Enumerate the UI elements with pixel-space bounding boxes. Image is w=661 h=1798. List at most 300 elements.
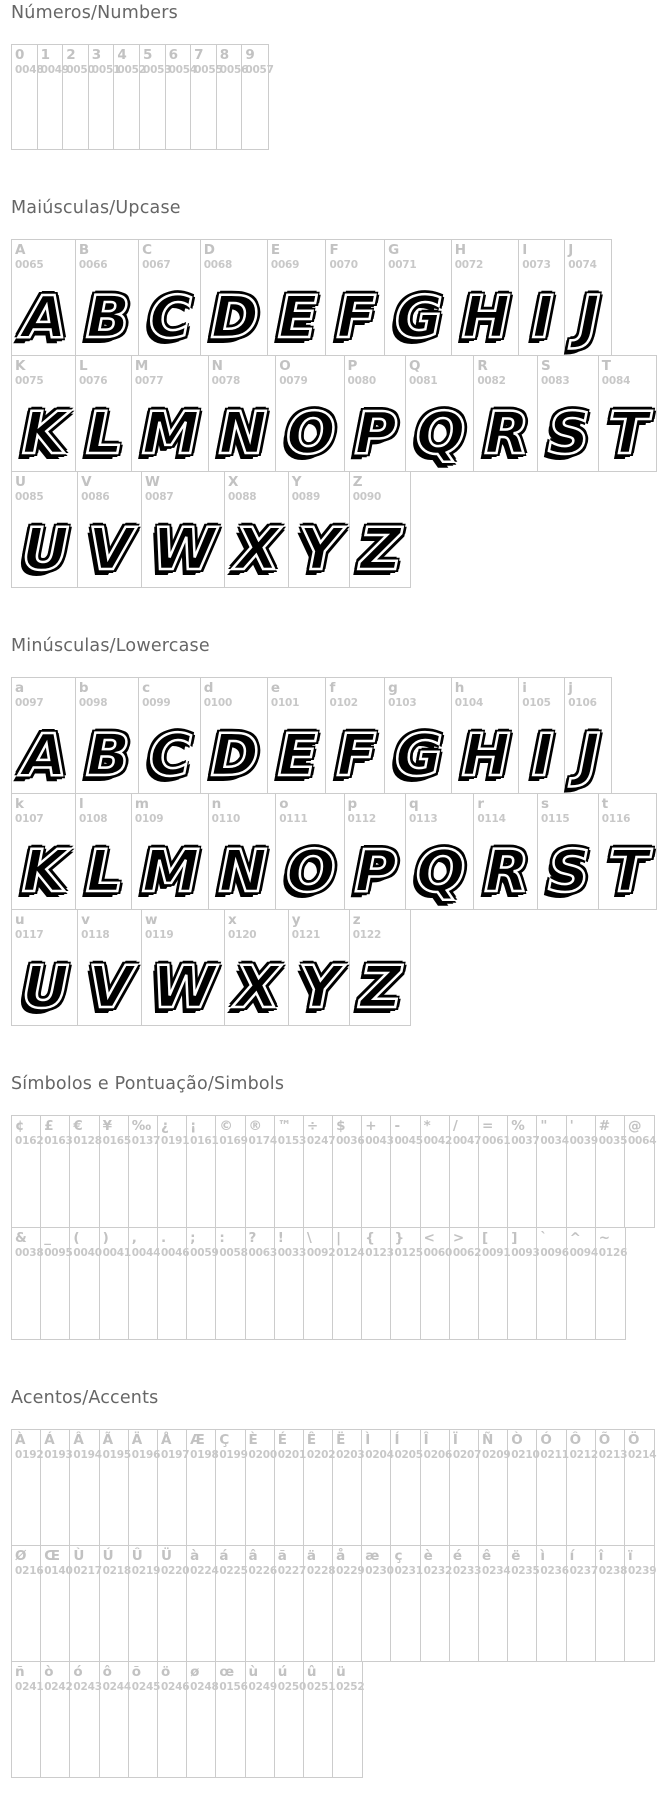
char-code: 0038 [15,1247,44,1259]
char-cell [70,1546,102,1661]
char-code: 0057 [245,64,274,76]
char-cell [450,1430,482,1545]
char-label: ] [511,1230,518,1246]
char-code: 0120 [227,929,257,941]
char-glyph: F [336,721,377,789]
charmap-section-lowercase [11,636,661,1026]
char-code: 0082 [477,375,506,387]
char-label: 1 [40,47,50,63]
char-glyph: N [218,837,268,905]
char-code: 0122 [352,929,382,941]
char-label: ã [277,1548,287,1564]
char-label: j [568,680,573,696]
char-code: 0203 [336,1449,365,1461]
char-cell [187,1662,219,1777]
char-label: â [248,1548,258,1564]
char-code: 0045 [394,1135,423,1147]
char-cell [158,1116,190,1227]
char-code: 0060 [423,1247,453,1259]
char-cell [276,794,344,909]
char-label: t [601,796,609,812]
char-cell [385,240,452,355]
char-cell [362,1228,394,1339]
char-code: 0100 [203,697,233,709]
char-label: å [336,1548,346,1564]
char-code: 0225 [219,1565,248,1577]
char-label: | [336,1230,341,1246]
char-label: O [279,358,291,374]
char-label: Ó [540,1432,552,1448]
charmap-row [11,677,612,794]
char-glyph: U [22,953,70,1021]
char-label: È [248,1432,258,1448]
char-label: , [131,1230,137,1246]
char-code: 0076 [78,375,108,387]
char-cell [537,1546,569,1661]
char-label: - [394,1118,401,1134]
char-label: ú [277,1664,288,1680]
char-code: 0174 [248,1135,277,1147]
char-label: F [329,242,339,258]
char-label: p [347,796,358,812]
char-label: e [270,680,280,696]
char-glyph: W [152,953,216,1021]
char-glyph: A [22,721,67,789]
char-label: H [454,242,467,258]
char-code: 0109 [134,813,164,825]
char-code: 0094 [569,1247,598,1259]
char-label: ó [73,1664,83,1680]
char-label: ' [569,1118,574,1134]
char-glyph: M [141,837,200,905]
char-code: 0080 [347,375,376,387]
char-label: P [347,358,358,374]
charmap-row [11,1661,363,1778]
char-label: Ö [627,1432,640,1448]
char-code: 0103 [388,697,417,709]
char-label: L [78,358,88,374]
char-code: 0207 [452,1449,482,1461]
char-code: 0091 [482,1247,511,1259]
char-cell [12,1116,44,1227]
char-cell [289,910,350,1025]
char-glyph: Y [298,953,341,1021]
char-code: 0212 [569,1449,598,1461]
char-code: 0210 [511,1449,540,1461]
char-cell [421,1228,453,1339]
char-cell [100,1430,129,1545]
char-code: 0064 [627,1135,657,1147]
char-code: 0211 [540,1449,569,1461]
char-label: € [73,1118,83,1134]
char-code: 0244 [102,1681,131,1693]
char-glyph: S [548,399,590,467]
charmap-row [11,909,411,1026]
char-code: 0121 [291,929,321,941]
char-code: 0104 [454,697,484,709]
char-cell [100,1662,129,1777]
char-label: > [452,1230,465,1246]
char-cell [12,1546,44,1661]
char-code: 0217 [73,1565,102,1577]
char-label: ™ [277,1118,292,1134]
char-label: à [190,1548,200,1564]
char-glyph: R [484,399,529,467]
char-code: 0059 [190,1247,219,1259]
char-label: é [452,1548,462,1564]
char-cell [142,472,225,587]
char-cell [100,1546,129,1661]
char-code: 0239 [627,1565,657,1577]
char-label: # [598,1118,611,1134]
char-code: 0216 [15,1565,44,1577]
char-code: 0248 [190,1681,219,1693]
char-label: 9 [245,47,255,63]
char-code: 0246 [160,1681,190,1693]
char-code: 0033 [277,1247,307,1259]
char-label: Ç [219,1432,230,1448]
char-cell [246,1116,275,1227]
char-cell [139,240,201,355]
char-code: 0165 [102,1135,131,1147]
char-code: 0051 [91,64,121,76]
char-code: 0070 [329,259,358,271]
char-cell [268,678,327,793]
char-label: r [477,796,484,812]
char-cell [12,472,78,587]
char-label: 7 [194,47,204,63]
char-cell [41,1662,73,1777]
char-cell [333,1116,365,1227]
char-cell [538,794,599,909]
char-label: T [601,358,611,374]
char-cell [333,1546,365,1661]
char-cell [362,1116,394,1227]
char-code: 0087 [145,491,174,503]
char-cell [187,1116,219,1227]
char-label: v [81,912,90,928]
char-cell [129,1116,161,1227]
char-cell [132,356,209,471]
char-code: 0054 [168,64,197,76]
char-cell [216,1430,248,1545]
char-cell [350,472,410,587]
char-code: 0075 [15,375,44,387]
char-cell [421,1546,453,1661]
char-code: 0205 [394,1449,423,1461]
char-code: 0093 [511,1247,540,1259]
grid-lowercase [11,677,661,1026]
char-code: 0097 [15,697,44,709]
char-code: 0072 [454,259,484,271]
char-code: 0230 [365,1565,394,1577]
char-code: 0214 [627,1449,657,1461]
char-cell [508,1228,540,1339]
charmap-section-numbers [11,3,661,150]
char-glyph: F [336,283,377,351]
char-glyph: K [22,399,67,467]
char-label: Ê [306,1432,317,1448]
char-cell [246,1430,275,1545]
char-glyph: L [85,837,123,905]
char-label: õ [131,1664,142,1680]
char-glyph: G [395,721,443,789]
char-cell [100,1116,129,1227]
char-label: É [277,1432,287,1448]
char-label: 6 [168,47,178,63]
char-code: 0198 [190,1449,219,1461]
char-code: 0126 [598,1247,628,1259]
char-glyph: K [22,837,67,905]
char-label: Ò [511,1432,523,1448]
charmap-section-symbols [11,1074,661,1340]
char-label: A [15,242,26,258]
char-label: @ [627,1118,642,1134]
char-label: ù [248,1664,259,1680]
char-label: Î [423,1432,429,1448]
char-code: 0078 [211,375,241,387]
char-code: 0197 [160,1449,190,1461]
char-code: 0036 [336,1135,365,1147]
char-cell [158,1228,190,1339]
char-code: 0235 [511,1565,540,1577]
char-code: 0056 [219,64,249,76]
char-label: ~ [598,1230,611,1246]
char-cell [326,240,385,355]
char-label: & [15,1230,27,1246]
char-label: n [211,796,222,812]
char-label: q [409,796,419,812]
grid-symbols [11,1115,661,1340]
char-label: ÷ [306,1118,319,1134]
char-cell [246,1546,275,1661]
char-glyph: O [286,837,336,905]
char-label: æ [365,1548,380,1564]
char-code: 0229 [336,1565,365,1577]
char-code: 0089 [291,491,321,503]
char-label: Ø [15,1548,27,1564]
grid-numbers [11,44,661,150]
char-cell [275,1662,307,1777]
char-code: 0079 [279,375,308,387]
char-cell [625,1116,657,1227]
char-label: " [540,1118,548,1134]
char-label: ì [540,1548,546,1564]
char-cell [201,240,268,355]
char-glyph: J [578,283,601,351]
char-cell [246,1228,275,1339]
char-cell [599,356,657,471]
char-code: 0218 [102,1565,131,1577]
grid-upcase [11,239,661,588]
char-glyph: X [234,515,280,583]
grid-accents [11,1429,661,1778]
char-glyph: C [149,721,192,789]
char-cell [191,45,223,149]
char-code: 0068 [203,259,233,271]
char-label: ë [511,1548,521,1564]
char-label: Í [394,1432,400,1448]
char-cell [78,472,142,587]
char-glyph: C [149,283,192,351]
char-glyph: P [354,399,398,467]
char-code: 0077 [134,375,164,387]
char-cell [12,1430,44,1545]
char-label: Æ [190,1432,205,1448]
char-cell [158,1546,190,1661]
char-code: 0169 [219,1135,248,1147]
char-cell [304,1662,336,1777]
char-code: 0226 [248,1565,277,1577]
char-code: 0062 [452,1247,482,1259]
charmap-row [11,793,657,910]
char-glyph: B [85,721,131,789]
char-label: 3 [91,47,102,63]
char-cell [304,1430,336,1545]
char-glyph: H [461,721,511,789]
char-label: o [279,796,289,812]
char-code: 0228 [306,1565,336,1577]
char-glyph: Z [359,515,402,583]
char-label: + [365,1118,377,1134]
char-glyph: A [22,283,67,351]
char-cell [100,1228,129,1339]
char-code: 0202 [306,1449,336,1461]
char-glyph: B [85,283,131,351]
char-code: 0192 [15,1449,44,1461]
char-cell [304,1228,336,1339]
char-code: 0102 [329,697,358,709]
char-label: ‰ [131,1118,152,1134]
char-cell [385,678,452,793]
char-cell [217,45,249,149]
char-code: 0086 [81,491,110,503]
char-code: 0037 [511,1135,540,1147]
char-cell [209,356,277,471]
char-label: Û [131,1548,143,1564]
char-code: 0196 [131,1449,161,1461]
char-cell [333,1228,365,1339]
char-code: 0043 [365,1135,394,1147]
char-cell [38,45,70,149]
char-label: ? [248,1230,257,1246]
char-cell [187,1546,219,1661]
char-code: 0069 [270,259,300,271]
char-cell [70,1430,102,1545]
char-label: G [388,242,400,258]
char-code: 0050 [66,64,95,76]
char-cell [158,1662,190,1777]
char-code: 0074 [568,259,597,271]
char-label: [ [482,1230,489,1246]
char-label: Ï [452,1432,458,1448]
char-cell [129,1430,161,1545]
char-cell [246,1662,275,1777]
char-cell [242,45,274,149]
char-cell [70,1662,102,1777]
char-label: m [134,796,149,812]
char-cell [41,1546,73,1661]
char-cell [275,1116,307,1227]
char-code: 0199 [219,1449,248,1461]
char-code: 0047 [452,1135,482,1147]
char-cell [158,1430,190,1545]
char-label: i [522,680,527,696]
char-cell [304,1546,336,1661]
char-cell [625,1430,657,1545]
char-cell [508,1546,540,1661]
char-label: f [329,680,336,696]
char-cell [275,1546,307,1661]
char-cell [275,1430,307,1545]
char-code: 0116 [601,813,631,825]
char-cell [519,678,565,793]
char-glyph: D [210,721,259,789]
char-glyph: H [461,283,511,351]
char-label: ¥ [102,1118,112,1134]
char-label: \ [306,1230,312,1246]
char-cell [41,1228,73,1339]
char-glyph: Y [298,515,341,583]
char-label: ¿ [160,1118,169,1134]
char-cell [166,45,197,149]
char-label: g [388,680,398,696]
char-label: ü [336,1664,346,1680]
char-code: 0061 [482,1135,511,1147]
char-cell [225,910,289,1025]
char-cell [187,1228,219,1339]
char-cell [326,678,385,793]
char-label: Ô [569,1432,582,1448]
char-code: 0113 [409,813,438,825]
char-code: 0049 [40,64,70,76]
char-code: 0101 [270,697,300,709]
char-label: M [134,358,149,374]
char-cell [132,794,209,909]
char-code: 0220 [160,1565,190,1577]
char-label: ) [102,1230,109,1246]
char-glyph: D [210,283,259,351]
char-label: : [219,1230,225,1246]
charmap-row [11,355,657,472]
char-label: ä [306,1548,316,1564]
char-cell [216,1116,248,1227]
char-label: W [145,474,160,490]
char-label: Ú [102,1548,114,1564]
char-cell [567,1546,596,1661]
char-code: 0238 [598,1565,628,1577]
char-code: 0245 [131,1681,161,1693]
char-cell [201,678,268,793]
char-cell [474,794,538,909]
char-code: 0118 [81,929,110,941]
char-label: l [78,796,84,812]
char-label: k [15,796,24,812]
char-code: 0106 [568,697,597,709]
char-label: Á [44,1432,55,1448]
char-code: 0250 [277,1681,307,1693]
charmap-row [11,1545,655,1662]
char-code: 0083 [541,375,570,387]
char-label: Â [73,1432,84,1448]
char-code: 0191 [160,1135,190,1147]
char-cell [391,1430,423,1545]
char-glyph: S [548,837,590,905]
char-label: U [15,474,26,490]
char-code: 0123 [365,1247,394,1259]
charmap-section-upcase [11,198,661,588]
char-label: . [160,1230,167,1246]
